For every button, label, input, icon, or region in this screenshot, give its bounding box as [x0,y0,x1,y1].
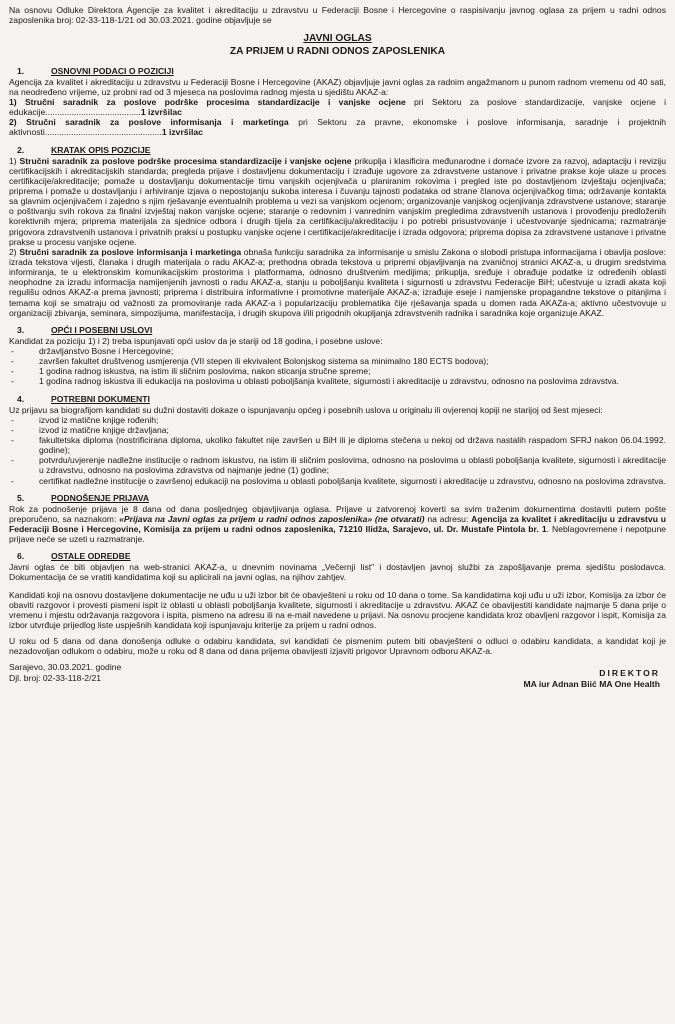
section-paragraph: Javni oglas će biti objavljen na web-stranici AKAZ-a, u dnevnim novinama „Večernji list" i dostavljen javnoj službi za zapošljavanje prema sjedištu poslodavca. Dokumentacija će se vratiti kandidatima koji su aplicirali na javni oglas, na njihov zahtjev. [9,562,666,583]
list-item: - fakultetska diploma (nostrificirana diploma, ukoliko fakultet nije završen u BiH ili je diploma stečena u nekoj od država nastalih raspadom SFRJ nakon 06.04.1992. godine); [11,434,666,456]
section-conditions [9,325,666,387]
intro-text: Na osnovu Odluke Direktora Agencije za kvalitet i akreditaciju u zdravstvu u Federaciji Bosne i Hercegovine o raspisivanju javnog oglasa za prijem u radni odnos zaposlenika broj: 02-33-118-1/21 od 30.03.2021. godine objavljuje se [9,5,666,26]
director-signature [523,668,660,688]
list-item: - izvod iz matične knjige rođenih; [11,414,159,425]
list-item: - potvrdu/uvjerenje nadležne institucije o radnom iskustvu, na istim ili sličnim poslovima, odnosno na poslovima u oblasti poboljšanja kvalitete, sigurnosti i akreditacije u zdravstvu, odnosno na poslovima zdravstva od najmanje jedne (1) godine; [11,455,666,476]
section-heading: 2. KRATAK OPIS POZICIJE [17,144,151,155]
section-heading: 4. POTREBNI DOKUMENTI [17,393,150,404]
list-item: - certifikat nadležne institucije o završenoj edukaciji na poslovima u oblasti poboljšanja kvalitete, sigurnosti i akreditacije u zdravstvu, odnosno na poslovima zdravstva. [11,475,666,486]
section-documents [9,394,666,486]
title-line-2: ZA PRIJEM U RADNI ODNOS ZAPOSLENIKA [229,45,446,57]
closing-paragraphs [9,590,666,657]
section-heading: 3. OPĆI I POSEBNI USLOVI [17,324,153,335]
title-line-1: JAVNI OGLAS [303,33,372,45]
section-position-description [9,145,666,318]
reference-number: Djl. broj: 02-33-118-2/21 [9,672,102,683]
submission-text: Rok za podnošenje prijava je 8 dana od dana posljednjeg objavljivanja oglasa. Prijave u zatvorenoj koverti sa svim traženim dokumentima dostaviti putem pošte preporučeno, sa naznakom: «Prijava na Javni oglas za prijem u radni odnos zaposlenika» (ne otvarati) na adresu: Agencija za kvalitet i akreditaciju u zdravstvu u Federaciji Bosne i Hercegovine, Komisija za prijem u radni odnos zaposlenika, 71210 Ilidža, Sarajevo, ul. Dr. Mustafe Pintola br. 1. Neblagovremene i nepotpune prijave neće se uzeti u razmatranje. [9,503,666,545]
list-item: - 1 godina radnog iskustva ili edukacija na poslovima u oblasti poboljšanja kvalitete, sigurnosti i akreditacije u zdravstvu, odnosno na poslovima zdravstva. [11,376,619,387]
position-1-description: 1) Stručni saradnik za poslove podrške procesima standardizacije i vanjske ocjene prikuplja i klasificira međunarodne i domaće izvore za razvoj, adaptaciju i reviziju certifikacijskih i akreditacijskih standarda; pregleda prijave i dostavljenu dokumentaciju i izrađuje ugovore za zdravstvene ustanove i privatne prakse koje ulaze u proces certifikacije/akreditacije; pomaže u dostavljanju dokumentacije timu vanjskih ocjenjivača u planiranim rokovima i pregled iste po dostavljenom izvještaju ocjenjivača; priprema i pomaže u dostavljanju i arhiviranje izjava o nepostojanju sukoba interesa i čuvanju tajnosti podataka od strane članova ocjenjivačkog tima; održavanje kontakta sa glavnim ocjenjivačem i zajedno s njim rješavanje eventualnih problema u vezi sa vanjskom ocjenom; organizovanje vanjskog ocjenjivanja zdravstvene ustanove; staranje o poštivanju svih rokova za finalni izvještaj nakon vanjske ocjene; staranje o redovnim i vanrednim vanjskim pregledima zdravstvenih ustanova i provođenju predloženih korektivnih mjera; priprema materijala za sjednice odbora i drugih tijela za certifikaciju/akreditaciju i po potrebi prisustvovanje i učestvovanje sjednicama; razmatranje prigovora zdravstvenih ustanova i privatnih praksi u postupku vanjske ocjene i certifikacije/akreditacije i izrada odgovora; priprema dopisa za zdravstvene ustanove i privatne prakse u procesu vanjske ocjene. [9,155,666,247]
list-item: - 1 godina radnog iskustva, na istim ili sličnim poslovima, nakon sticanja stručne spreme; [11,366,371,377]
section-other-provisions [9,551,666,582]
conditions-list [9,346,666,387]
documents-list [9,415,666,486]
section-heading: 5. PODNOŠENJE PRIJAVA [17,492,150,503]
section-lead: Uz prijavu sa biografijom kandidati su dužni dostaviti dokaze o ispunjavanju općeg i posebnih uslova u originalu ili ovjerenoj kopiji ne starijoj od šest mjeseci: [9,404,603,415]
section-heading: 1. OSNOVNI PODACI O POZICIJI [17,65,174,76]
place-date: Sarajevo, 30.03.2021. godine [9,662,122,673]
list-item: - državljanstvo Bosne i Hercegovine; [11,345,174,356]
list-item: - završen fakultet društvenog usmjerenja (VII stepen ili ekvivalent Bolonjskog sistema sa minimalno 180 ECTS bodova); [11,356,489,367]
position-1-line: 1) Stručni saradnik za poslove podrške procesima standardizacije i vanjske ocjene pri Sektoru za poslove standardizacije, vanjske ocjene i edukacije........................................1 izvršilac [9,97,667,118]
section-paragraph: Agencija za kvalitet i akreditaciju u zdravstvu u Federaciji Bosne i Hercegovine (AKAZ) objavljuje javni oglas za radnim angažmanom u punom radnom vremenu od 40 sati, na neodređeno vrijeme, uz probni rad od 3 mjeseca na poslovima radnog mjesta u sjedištu AKAZ-a: [9,76,666,97]
document-title [9,33,666,57]
signatory-role: DIREKTOR [599,668,660,679]
closing-paragraph-2: U roku od 5 dana od dana donošenja odluke o odabiru kandidata, svi kandidati će pismenim putem biti obavješteni o odluci o odabiru kandidata, a kandidat koji je nezadovoljan odlukom o odabiru, može u roku od 8 dana od dana prijema obavijesti izjaviti prigovor Upravnom odboru AKAZ-a. [9,636,666,657]
signature-block [9,662,666,702]
position-2-description: 2) Stručni saradnik za poslove informisanja i marketinga obnaša funkciju saradnika za informisanje u smislu Zakona o slobodi pristupa informacijama i obavlja poslove: izrada tekstova vijesti, članaka i drugih materijala o radu AKAZ-a; prethodna obrada tekstova u pripremi objavljivanja na zvaničnoj stranici AKAZ-a, u drugim sredstvima informiranja, te u elektronskim komunikacijskim prostorima i platformama, odnosno društvenim medijima; prikuplja, sređuje i obrađuje podatke iz određenih oblasti neophodne za izradu informacija namijenjenih javnosti o radu AKAZ-a, stanju u poboljšanju kvaliteta i sigurnosti u zdravstvu Federacije BiH; učestvuje u izradi akata koji regulišu odnos AKAZ-a prema javnosti; priprema i distribuira informativne i promotivne materijale AKAZ-a; izrađuje eseje i namjenske propagandne tekstove o pitanjima i temama koji se smatraju od važnosti za promoviranje rada AKAZ-a i popularizaciju problematika čije rješavanja spada u domen rada AKAZa-a; aktivno učestvovuje u organizaciji zbivanja, seminara, simpozijuma, manifestacija, i drugih skupova i/ili prigodnih okupljanja zdravstvenih radnika i saradnika koje organizuje AKAZ. [9,246,667,318]
position-2-line: 2) Stručni saradnik za poslove informisanja i marketinga pri Sektoru za pravne, ekonomske i poslove informisanja, saradnje i projektnih aktivnosti.................................................1 izvršilac [9,117,667,138]
section-lead: Kandidat za poziciju 1) i 2) treba ispunjavati opći uslov da je stariji od 18 godina, i posebne uslove: [9,335,383,346]
section-heading: 6. OSTALE ODREDBE [17,551,131,562]
signatory-name: MA iur Adnan Biić MA One Health [523,678,660,689]
place-date-block [9,662,121,682]
list-item: - izvod iz matične knjige državljana; [11,424,169,435]
section-submission [9,493,666,545]
section-basic-info [9,66,666,138]
closing-paragraph-1: Kandidati koji na osnovu dostavljene dokumentacije ne uđu u uži izbor bit će obavješteni u roku od 10 dana o tome. Sa kandidatima koji uđu u uži izbor, Komisija za izbor će obaviti razgovor i provesti pismeni ispit iz oblasti u oblasti poboljšanja kvalitete, sigurnosti i akreditacije u zdravstvu. AKAZ će obavijestiti kandidate najmanje 5 dana prije o vremenu i mjestu održavanja razgovora i ispita, pismeno na adresu ili na e-mail navedene u prijavi. Na osnovu procjene kandidata kroz obavljeni razgovor i ispit, Komisija za izbor utvrđuje prijedlog liste uspješnih kandidata koji ispunjavaju kriterije za prijem u radni odnos. [9,589,666,630]
